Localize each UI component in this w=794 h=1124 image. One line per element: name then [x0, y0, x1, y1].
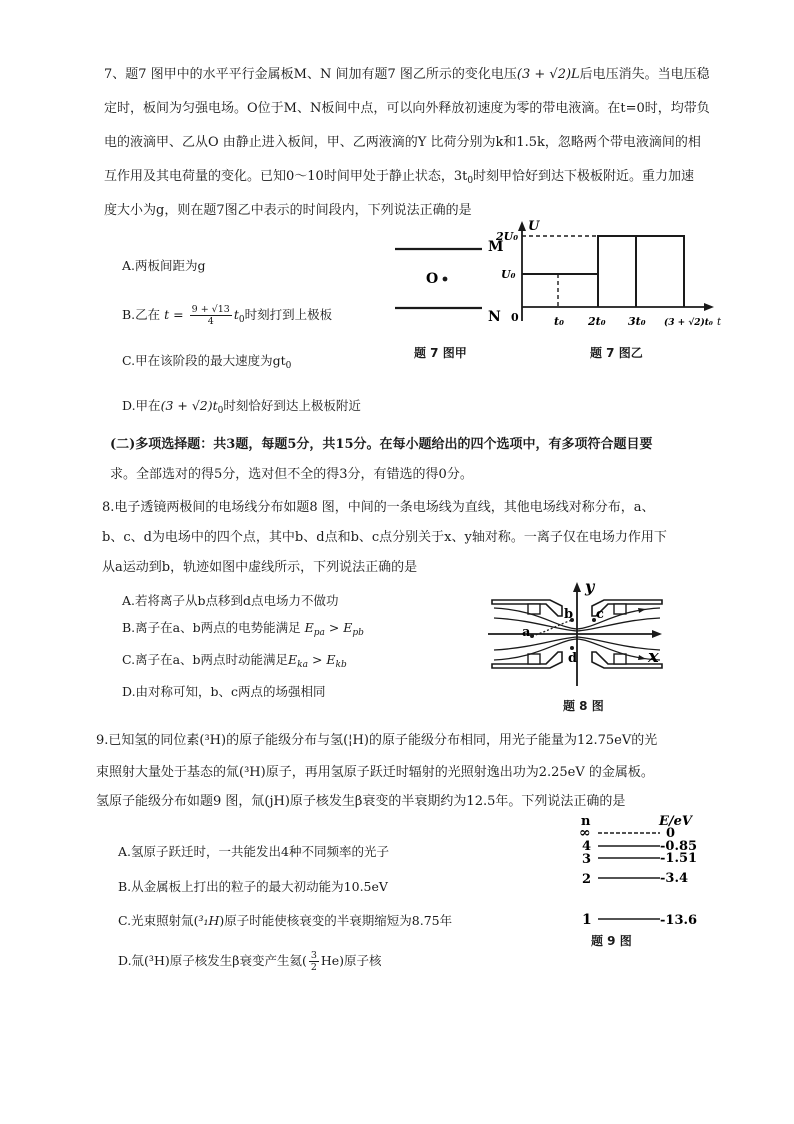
q7-option-c-text: C.甲在该阶段的最大速度为gt: [122, 353, 286, 368]
q7-option-b-t: t =: [164, 307, 184, 322]
label-a: a: [522, 625, 531, 640]
q8-option-c-prefix: C.离子在a、b两点时动能满足: [122, 652, 289, 667]
q9-stem-line-3: 氢原子能级分布如题9 图，氚(jH)原子核发生β衰变的半衰期约为12.5年。下列说法正确的是: [96, 794, 626, 809]
label-y: y: [585, 578, 595, 596]
q9-option-d-fraction: [309, 950, 319, 973]
q8-stem-line-3: 从a运动到b，轨迹如图中虚线所示，下列说法正确的是: [102, 560, 418, 575]
q8-stem-line-2: b、c、d为电场中的四个点，其中b、d点和b、c点分别关于x、y轴对称。一离子仅在电场力作用下: [102, 530, 667, 545]
q9-option-c[interactable]: [118, 912, 452, 930]
q9-option-d[interactable]: [118, 950, 382, 973]
tick-t0: t₀: [554, 315, 564, 328]
q8-option-b-sub-pa: pa: [313, 628, 325, 638]
q9-option-d-prefix: D.氚(³H)原子核发生β衰变产生氦(: [118, 953, 307, 968]
tick-3t0: 3t₀: [628, 315, 646, 328]
q7-stem-line-5: 度大小为g，则在题7图乙中表示的时间段内，下列说法正确的是: [104, 203, 472, 218]
level-e-3: -1.51: [660, 851, 698, 866]
q9-option-b[interactable]: B.从金属板上打出的粒子的最大初动能为10.5eV: [118, 879, 388, 894]
q8-figure-electric-field: [488, 578, 666, 690]
q7-stem-line-3: 电的液滴甲、乙从O 由静止进入板间，甲、乙两液滴的Y 比荷分别为k和1.5k，忽略两个带电液滴间的相: [104, 135, 701, 150]
section-2-line-2: 求。全部选对的得5分，选对但不全的得3分，有错选的得0分。: [110, 467, 473, 482]
q7-voltage-formula: (3 + √2)L: [516, 67, 580, 82]
label-o: O: [426, 271, 439, 287]
label-b: b: [564, 607, 574, 622]
tick-u0: U₀: [501, 268, 516, 281]
q7-option-d-prefix: D.甲在: [122, 398, 161, 413]
label-m: M: [488, 239, 504, 255]
q8-option-c-sub-ka: ka: [297, 660, 308, 670]
q7-stem-text: 7、题7 图甲中的水平平行金属板M、N 间加有题7 图乙所示的变化电压: [104, 67, 517, 82]
level-n-1: 1: [582, 912, 592, 928]
q8-option-a[interactable]: A.若将离子从b点移到d点电场力不做功: [122, 593, 339, 608]
q7-option-b-sub: 0: [238, 315, 245, 325]
q7-stem-text-4-tail: 时刻甲恰好到达下极板附近。重力加速: [473, 169, 695, 184]
fraction-denominator: 2: [310, 962, 317, 973]
electrode-upper-right-block: [614, 604, 626, 614]
label-u: U: [528, 219, 540, 234]
voltage-waveform: [522, 236, 684, 307]
electrode-lower-left-block: [528, 654, 540, 664]
q7-option-b-t0: t: [233, 307, 239, 322]
q9-figure-caption: 题 9 图: [591, 934, 632, 948]
q7-figure-b-caption: 题 7 图乙: [590, 346, 643, 360]
fraction-numerator: 9 + √13: [191, 304, 230, 315]
fraction-numerator: 3: [310, 950, 317, 961]
label-n: N: [488, 309, 501, 325]
q7-option-b-tail: 时刻打到上极板: [244, 307, 333, 322]
q7-figure-a-caption: 题 7 图甲: [414, 346, 467, 360]
q7-stem-text-tail: 后电压消失。当电压稳: [579, 67, 710, 82]
level-n-2: 2: [582, 872, 592, 887]
q7-stem-line-2: 定时，板间为匀强电场。O位于M、N板间中点，可以向外释放初速度为零的带电液滴。在t=0时，均带负: [104, 101, 710, 116]
level-e-1: -13.6: [660, 913, 698, 928]
x-axis-arrow: [652, 630, 662, 638]
q7-stem-line-4: [104, 168, 694, 190]
q9-stem-line-1: 9.已知氢的同位素(³H)的原子能级分布与氢(¦H)的原子能级分布相同，用光子能量为12.75eV的光: [96, 733, 658, 748]
electrode-lower-right-block: [614, 654, 626, 664]
section-2-line-1: (二)多项选择题：共3题，每题5分，共15分。在每小题给出的四个选项中，有多项符合题目要: [110, 437, 653, 452]
tick-end: (3 + √2)t₀: [664, 318, 713, 328]
label-t: t: [717, 317, 722, 328]
q8-option-b-sub-pb: pb: [352, 628, 364, 638]
q8-option-b-e: E: [304, 620, 314, 635]
q7-option-c[interactable]: [122, 352, 291, 375]
header-e: E/eV: [659, 814, 693, 829]
q9-option-c-isotope: ³₁H: [198, 913, 220, 928]
q8-option-b[interactable]: [122, 619, 364, 642]
q7-option-d-sub: 0: [217, 406, 224, 416]
q7-option-d-tail: 时刻恰好到达上极板附近: [223, 398, 361, 413]
q7-option-d[interactable]: [122, 397, 361, 420]
fraction-denominator: 4: [207, 316, 214, 327]
level-n-3: 3: [582, 852, 592, 867]
q8-option-b-prefix: B.离子在a、b两点的电势能满足: [122, 620, 301, 635]
field-arrow-1: [638, 608, 646, 613]
electrode-upper-left-block: [528, 604, 540, 614]
q7-figure-plates: [390, 228, 505, 328]
point-d: [570, 646, 574, 650]
q8-stem-line-1: 8.电子透镜两极间的电场线分布如题8 图，中间的一条电场线为直线，其他电场线对称分布，a、: [102, 500, 655, 515]
label-c: c: [596, 607, 604, 622]
q8-option-c-gt: > E: [308, 652, 336, 667]
q7-option-b-prefix: B.乙在: [122, 307, 161, 322]
y-axis-arrow: [518, 221, 526, 231]
q8-option-c[interactable]: [122, 651, 347, 674]
q9-stem-line-2: 束照射大量处于基态的氚(³H)原子，再用氢原子跃迁时辐射的光照射逸出功为2.25eV 的金属板。: [96, 765, 654, 780]
q9-option-a[interactable]: A.氢原子跃迁时，一共能发出4种不同频率的光子: [118, 844, 389, 859]
level-e-2: -3.4: [660, 871, 689, 886]
q7-sub-0: 0: [467, 176, 474, 186]
q8-option-c-sub-kb: kb: [335, 660, 347, 670]
point-o: [443, 277, 448, 282]
q9-figure-energy-levels: [570, 812, 720, 934]
q7-stem-text-4: 互作用及其电荷量的变化。已知0～10时间甲处于静止状态，3t: [104, 169, 468, 184]
level-e-inf: 0: [666, 826, 676, 841]
q7-stem-line-1: [104, 66, 710, 84]
q9-option-d-tail: He)原子核: [320, 953, 382, 968]
q7-option-a[interactable]: A.两板间距为g: [122, 258, 206, 273]
q7-option-b[interactable]: [122, 304, 332, 329]
label-d: d: [568, 651, 578, 666]
q9-option-c-tail: )原子时能使核衰变的半衰期缩短为8.75年: [219, 913, 453, 928]
q8-figure-caption: 题 8 图: [563, 699, 604, 713]
tick-2u0: 2U₀: [496, 230, 519, 243]
header-n: n: [581, 814, 591, 829]
q7-option-d-formula: (3 + √2)t: [160, 398, 218, 413]
q7-figure-voltage-graph: [496, 217, 728, 333]
tick-origin: 0: [511, 311, 519, 324]
q8-option-d[interactable]: D.由对称可知，b、c两点的场强相同: [122, 684, 326, 699]
q8-option-b-gt: > E: [324, 620, 353, 635]
level-n-inf: ∞: [579, 825, 591, 841]
x-axis-arrow: [704, 303, 714, 311]
tick-2t0: 2t₀: [588, 315, 606, 328]
label-x: x: [648, 646, 659, 667]
point-a: [530, 634, 534, 638]
y-axis-arrow: [573, 582, 581, 592]
q7-option-b-fraction: [190, 304, 232, 327]
field-arrow-2: [638, 655, 646, 660]
q8-option-c-e: E: [288, 652, 298, 667]
q9-option-c-prefix: C.光束照射氚(: [118, 913, 199, 928]
level-e-4: -0.85: [660, 839, 698, 854]
q7-option-c-sub: 0: [285, 361, 292, 371]
level-n-4: 4: [582, 839, 592, 854]
